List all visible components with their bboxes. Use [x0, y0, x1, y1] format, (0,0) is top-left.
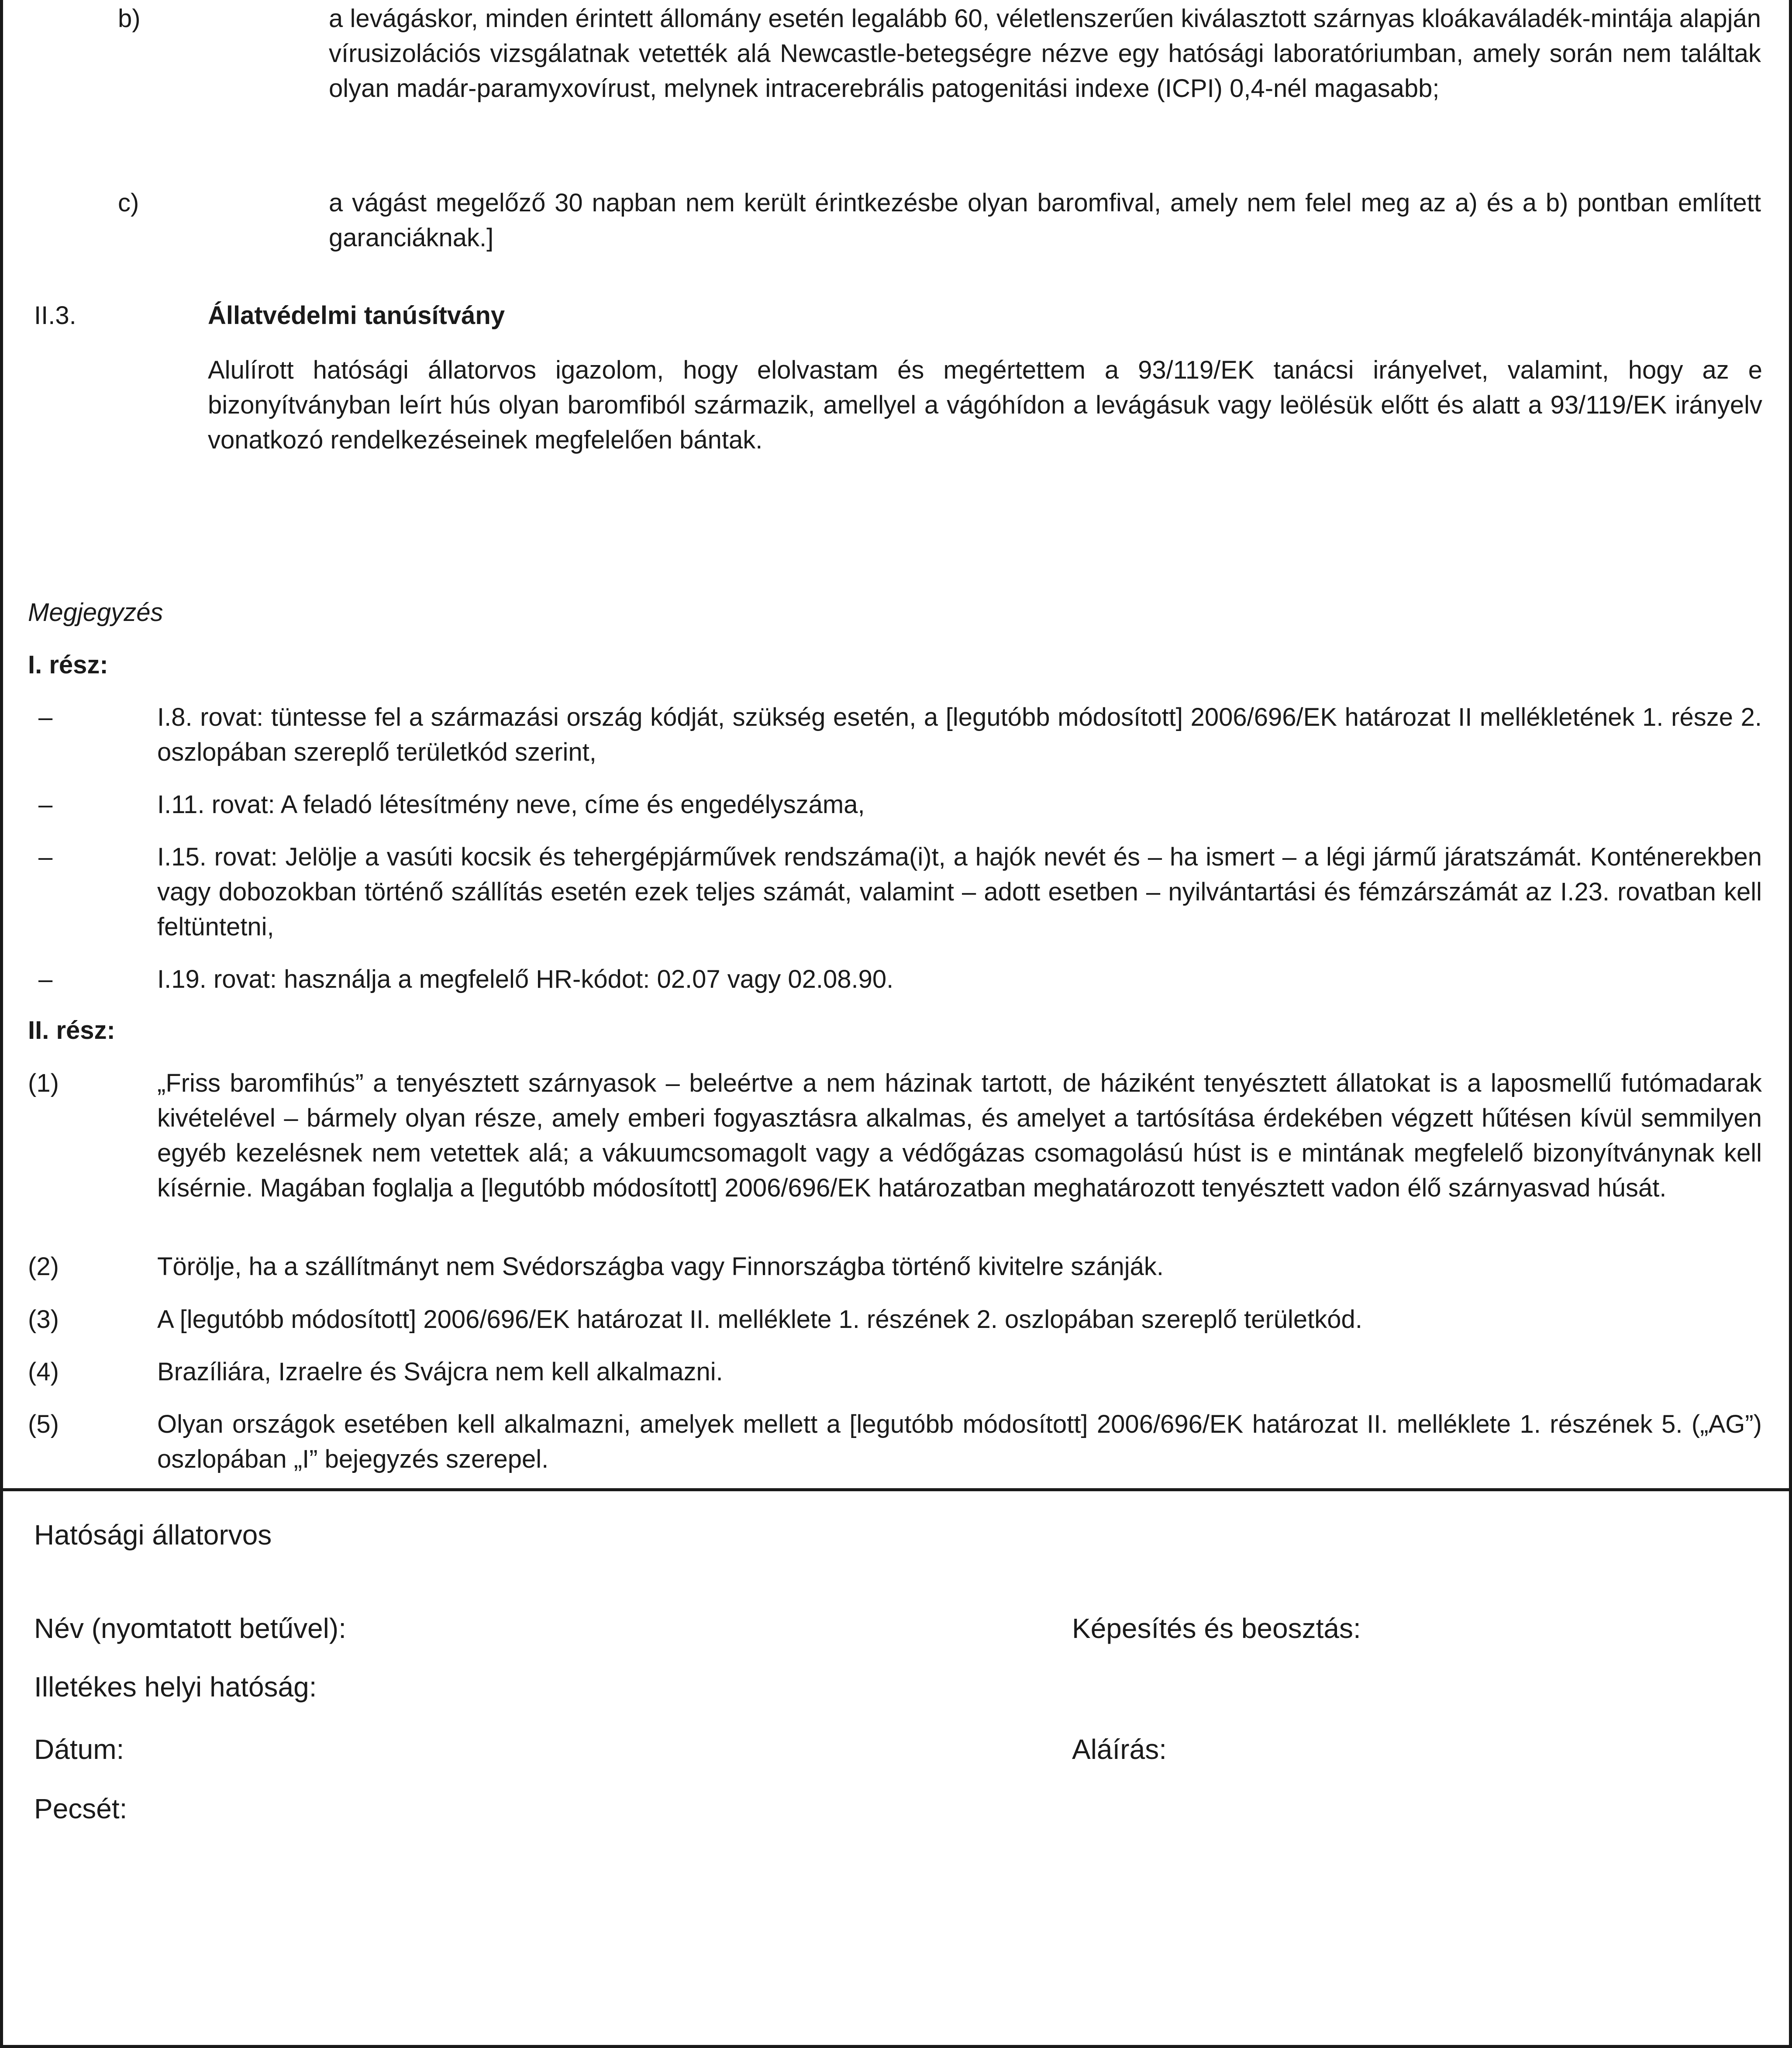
part2-item-text: „Friss baromfihús” a tenyésztett szárnyasok – beleértve a nem házinak tartott, de háziként tenyésztett állatokat is a laposmellű futómadarak kivételével – bármely olyan része, amely emberi fogyasztásra alkalmas, és amelyet a tartósítása érdekében végzett hűtésen kívül semmilyen egyéb kezelésnek nem vetettek alá; a vákuumcsomagolt vagy a védőgázas csomagolású húst is e mintának megfelelő bizonyítványnak kell kísérnie. Magában foglalja a [legutóbb módosított] 2006/696/EK határozatban meghatározott tenyésztett vadon élő szárnyasvad húsát.: [157, 1069, 1762, 1202]
item-b-text: a levágáskor, minden érintett állomány esetén legalább 60, véletlenszerűen kiválasztott szárnyas kloákaváladék-mintája alapján vírusizolációs vizsgálatnak vetették alá Newcastle-betegségre nézve egy hatósági laboratóriumban, amely során nem találtak olyan madár-paramyxovírust, melynek intracerebrális patogenitási indexe (ICPI) 0,4-nél magasabb;: [329, 4, 1761, 103]
part2-item-text: Olyan országok esetében kell alkalmazni, amelyek mellett a [legutóbb módosított] 2006/696/EK határozat II. melléklete 1. részének 5. („AG”) oszlopában „I” bejegyzés szerepel.: [157, 1410, 1762, 1473]
part1-heading: I. rész:: [28, 651, 108, 679]
item-c-label: c): [118, 189, 139, 217]
signature-title: Hatósági állatorvos: [34, 1519, 272, 1551]
part2-item-text: A [legutóbb módosított] 2006/696/EK határozat II. melléklete 1. részének 2. oszlopában szereplő területkód.: [157, 1305, 1362, 1334]
part1-item-text: I.19. rovat: használja a megfelelő HR-kódot: 02.07 vagy 02.08.90.: [157, 965, 894, 993]
authority-label: Illetékes helyi hatóság:: [34, 1671, 317, 1703]
part2-item-number: (5): [28, 1410, 59, 1438]
part2-item-text: Törölje, ha a szállítmányt nem Svédországba vagy Finnországba történő kivitelre szánják.: [157, 1252, 1164, 1281]
signature-separator: [0, 1488, 1792, 1491]
part2-heading: II. rész:: [28, 1016, 115, 1045]
stamp-label: Pecsét:: [34, 1793, 128, 1824]
signature-label: Aláírás:: [1072, 1734, 1167, 1765]
part1-item-dash: –: [38, 790, 53, 819]
part1-item-text: I.15. rovat: Jelölje a vasúti kocsik és tehergépjárművek rendszáma(i)t, a hajók nevét és – ha ismert – a légi jármű járatszámát. Konténerekben vagy dobozokban történő szállítás esetén ezek teljes számát, valamint – adott esetben – nyilvántartási és fémzárszámát az I.23. rovatban kell feltüntetni,: [157, 843, 1762, 941]
section-text: Alulírott hatósági állatorvos igazolom, hogy elolvastam és megértettem a 93/119/EK tanácsi irányelvet, valamint, hogy az e bizonyítványban leírt hús olyan baromfiból származik, amellyel a vágóhídon a levágásuk vagy leölésük előtt és alatt a 93/119/EK irányelv vonatkozó rendelkezéseinek megfelelően bántak.: [208, 356, 1762, 454]
part1-item-dash: –: [38, 703, 53, 731]
qualification-label: Képesítés és beosztás:: [1072, 1613, 1361, 1644]
part1-item-text: I.8. rovat: tüntesse fel a származási ország kódját, szükség esetén, a [legutóbb módosított] 2006/696/EK határozat II mellékletének 1. része 2. oszlopában szereplő területkód szerint,: [157, 703, 1762, 766]
section-number: II.3.: [34, 301, 76, 330]
item-b-label: b): [118, 4, 141, 33]
notes-heading: Megjegyzés: [28, 598, 163, 627]
part2-item-number: (1): [28, 1069, 59, 1097]
date-label: Dátum:: [34, 1734, 124, 1765]
name-label: Név (nyomtatott betűvel):: [34, 1613, 346, 1644]
item-c-text: a vágást megelőző 30 napban nem került érintkezésbe olyan baromfival, amely nem felel meg az a) és a b) pontban említett garanciáknak.]: [329, 189, 1761, 252]
part2-item-number: (4): [28, 1358, 59, 1386]
part1-item-dash: –: [38, 965, 53, 993]
part2-item-number: (3): [28, 1305, 59, 1334]
part2-item-number: (2): [28, 1252, 59, 1281]
part1-item-text: I.11. rovat: A feladó létesítmény neve, címe és engedélyszáma,: [157, 790, 865, 819]
section-title: Állatvédelmi tanúsítvány: [208, 301, 505, 330]
part1-item-dash: –: [38, 843, 53, 871]
part2-item-text: Brazíliára, Izraelre és Svájcra nem kell alkalmazni.: [157, 1358, 723, 1386]
